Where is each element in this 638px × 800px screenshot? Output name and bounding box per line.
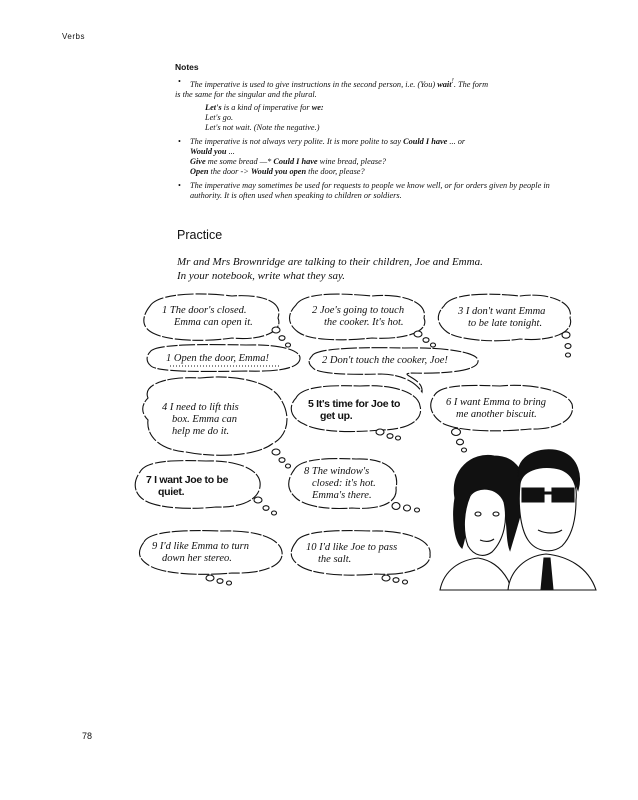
woman-eye-left bbox=[475, 512, 481, 516]
bubble-9-text bbox=[152, 541, 249, 565]
note-text: me some bread —* bbox=[205, 156, 274, 166]
note-keyword: Would you open bbox=[250, 166, 307, 176]
bubble-line: help me do it. bbox=[172, 426, 230, 437]
running-head: Verbs bbox=[62, 32, 85, 41]
bubble-line: 2 Joe's going to touch bbox=[312, 305, 405, 316]
note-keyword: Let's bbox=[205, 102, 222, 112]
bubble-line: 1 The door's closed. bbox=[162, 305, 247, 316]
woman-eye-right bbox=[493, 512, 499, 516]
bubble-line: Emma's there. bbox=[312, 490, 372, 501]
note-text: ... or bbox=[447, 136, 466, 146]
note-sup: ! bbox=[451, 78, 454, 85]
woman-body bbox=[440, 558, 512, 590]
bubble-line: box. Emma can bbox=[172, 414, 238, 425]
bubble-1-text bbox=[162, 305, 253, 329]
bubble-line: the salt. bbox=[318, 554, 352, 565]
bubble-line: me another biscuit. bbox=[456, 409, 537, 420]
bubble-line: quiet. bbox=[158, 486, 185, 498]
bullet: • bbox=[178, 77, 181, 86]
bubble-line: 6 I want Emma to bring bbox=[446, 397, 547, 408]
note-text: wine bread, please? bbox=[317, 156, 386, 166]
bubble-line: to be late tonight. bbox=[468, 318, 543, 329]
note-keyword: Give bbox=[190, 156, 206, 166]
bubble-line: 10 I'd like Joe to pass bbox=[306, 542, 398, 553]
notes-heading: Notes bbox=[175, 62, 199, 72]
bubble-line: get up. bbox=[320, 410, 353, 422]
bubble-3-text bbox=[458, 306, 545, 330]
note-text: The imperative may sometimes be used for requests to people we know well, or for orders given by people in authority. It is often used when speaking to children or soldiers. bbox=[190, 180, 550, 200]
bubble-6-text bbox=[446, 397, 546, 421]
bubble-line: Emma can open it. bbox=[174, 317, 253, 328]
note-text: is a kind of imperative for bbox=[221, 102, 312, 112]
note-keyword: Could I have bbox=[403, 136, 448, 146]
bubble-line: 7 I want Joe to be bbox=[146, 474, 229, 486]
bubble-5-text bbox=[308, 398, 400, 422]
example-line: Let's not wait. (Note the negative.) bbox=[205, 122, 320, 132]
woman-face bbox=[464, 489, 505, 555]
note-keyword: Open bbox=[190, 166, 209, 176]
bullet: • bbox=[178, 136, 181, 146]
instruction-line: Mr and Mrs Brownridge are talking to their children, Joe and Emma. bbox=[177, 256, 483, 268]
bubble-line: closed: it's hot. bbox=[312, 478, 376, 489]
bubble-line: the cooker. It's hot. bbox=[324, 317, 404, 328]
practice-heading: Practice bbox=[177, 228, 223, 242]
bubble-4-text bbox=[162, 402, 239, 438]
note-keyword: Would you bbox=[190, 146, 227, 156]
instruction-line: In your notebook, write what they say. bbox=[177, 270, 346, 282]
bubble-7-text bbox=[146, 474, 228, 498]
note-text: the door, please? bbox=[306, 166, 365, 176]
answer-2-text: 2 Don't touch the cooker, Joe! bbox=[322, 355, 448, 366]
note-text: ... bbox=[226, 146, 235, 156]
note-text: the door -> bbox=[208, 166, 251, 176]
note-keyword: wait bbox=[437, 79, 452, 89]
note-continuation: is the same for the singular and the plural. bbox=[175, 89, 317, 99]
bubble-line: 5 It's time for Joe to bbox=[308, 398, 401, 410]
man-face bbox=[519, 468, 576, 551]
note-keyword: we: bbox=[311, 102, 324, 112]
answer-1-text: 1 Open the door, Emma! bbox=[166, 353, 269, 364]
example-line: Let's go. bbox=[205, 112, 234, 122]
page-number: 78 bbox=[82, 731, 93, 741]
bubble-2-text bbox=[312, 305, 404, 329]
note-keyword: Could I have bbox=[273, 156, 318, 166]
note-text: . The form bbox=[453, 79, 489, 89]
note-text: The imperative is not always very polite. It is more polite to say bbox=[190, 136, 404, 146]
bubble-10-text bbox=[306, 542, 397, 566]
bullet: • bbox=[178, 180, 181, 190]
note-text: The imperative is used to give instructions in the second person, i.e. (You) bbox=[190, 79, 438, 89]
bubble-line: 3 I don't want Emma bbox=[458, 306, 546, 317]
bubble-line: 8 The window's bbox=[304, 466, 370, 477]
couple-illustration bbox=[440, 450, 596, 590]
bubble-line: 4 I need to lift this bbox=[162, 402, 239, 413]
bubble-line: 9 I'd like Emma to turn bbox=[152, 541, 250, 552]
bubble-line: down her stereo. bbox=[162, 553, 232, 564]
bubble-8-text bbox=[304, 466, 376, 502]
